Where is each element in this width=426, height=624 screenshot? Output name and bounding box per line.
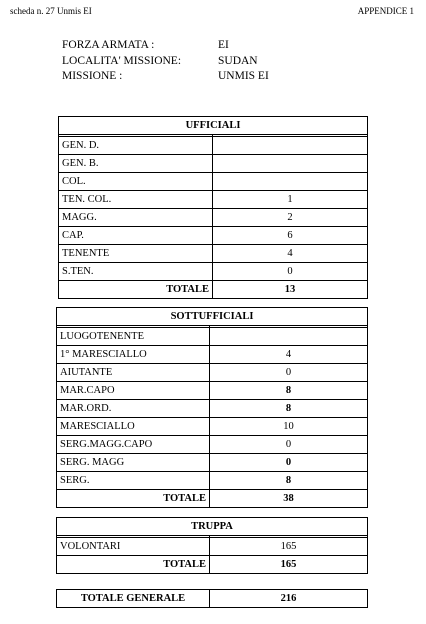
- table-title: SOTTUFFICIALI: [57, 308, 368, 326]
- table-row: [59, 137, 368, 155]
- rank-label: GEN. B.: [59, 155, 213, 173]
- rank-label: MAGG.: [59, 209, 213, 227]
- total-row: [59, 281, 368, 299]
- table-row: [57, 538, 368, 556]
- rank-count: 0: [213, 263, 368, 281]
- rank-count: 2: [213, 209, 368, 227]
- total-label: TOTALE: [57, 556, 210, 574]
- rank-label: LUOGOTENENTE: [57, 328, 210, 346]
- table-header-row: [57, 518, 368, 536]
- info-value: UNMIS EI: [218, 70, 269, 82]
- table-row: [57, 382, 368, 400]
- table-row: [59, 227, 368, 245]
- rank-label: TEN. COL.: [59, 191, 213, 209]
- table-row: [59, 209, 368, 227]
- info-label: FORZA ARMATA :: [62, 39, 155, 51]
- grand-total-label: TOTALE GENERALE: [57, 590, 210, 608]
- rank-count: [213, 137, 368, 155]
- rank-label: MARESCIALLO: [57, 418, 210, 436]
- sottufficiali-table: [56, 307, 368, 508]
- rank-count: 8: [210, 472, 368, 490]
- info-label: MISSIONE :: [62, 70, 123, 82]
- grand-total-value: 216: [210, 590, 368, 608]
- mission-info: [62, 38, 269, 85]
- table-row: [57, 346, 368, 364]
- rank-count: 165: [210, 538, 368, 556]
- info-value: EI: [218, 39, 229, 51]
- table-title: TRUPPA: [57, 518, 368, 536]
- rank-label: AIUTANTE: [57, 364, 210, 382]
- table-row: [57, 454, 368, 472]
- table-header-row: [57, 308, 368, 326]
- info-value: SUDAN: [218, 54, 258, 67]
- table-row: [57, 364, 368, 382]
- rank-count: 4: [210, 346, 368, 364]
- rank-label: GEN. D.: [59, 137, 213, 155]
- rank-label: MAR.CAPO: [57, 382, 210, 400]
- table-row: [59, 173, 368, 191]
- grand-total-table: [56, 589, 368, 608]
- rank-label: 1° MARESCIALLO: [57, 346, 210, 364]
- table-row: [57, 436, 368, 454]
- rank-label: SERG. MAGG: [57, 454, 210, 472]
- table-row: [59, 263, 368, 281]
- rank-count: [210, 328, 368, 346]
- grand-total-row: [57, 590, 368, 608]
- table-row: [57, 418, 368, 436]
- rank-count: [213, 173, 368, 191]
- info-row-missione: [62, 69, 269, 85]
- rank-count: 4: [213, 245, 368, 263]
- ufficiali-table: [58, 116, 368, 299]
- rank-count: [213, 155, 368, 173]
- info-row-forza-armata: [62, 38, 269, 54]
- table-row: [59, 155, 368, 173]
- rank-label: MAR.ORD.: [57, 400, 210, 418]
- rank-count: 10: [210, 418, 368, 436]
- rank-label: S.TEN.: [59, 263, 213, 281]
- rank-count: 6: [213, 227, 368, 245]
- table-header-row: [59, 117, 368, 135]
- truppa-table: [56, 517, 368, 574]
- appendix-label: APPENDICE 1: [357, 6, 414, 16]
- rank-count: 1: [213, 191, 368, 209]
- rank-count: 0: [210, 454, 368, 472]
- info-label: LOCALITA' MISSIONE:: [62, 54, 182, 67]
- table-row: [59, 245, 368, 263]
- table-row: [57, 328, 368, 346]
- sheet-id: scheda n. 27 Unmis EI: [10, 6, 92, 16]
- rank-label: TENENTE: [59, 245, 213, 263]
- total-row: [57, 556, 368, 574]
- total-value: 38: [210, 490, 368, 508]
- table-row: [59, 191, 368, 209]
- table-row: [57, 400, 368, 418]
- rank-count: 8: [210, 400, 368, 418]
- info-row-localita: [62, 54, 269, 70]
- rank-count: 0: [210, 364, 368, 382]
- rank-label: SERG.MAGG.CAPO: [57, 436, 210, 454]
- total-value: 13: [213, 281, 368, 299]
- rank-count: 8: [210, 382, 368, 400]
- total-label: TOTALE: [59, 281, 213, 299]
- total-row: [57, 490, 368, 508]
- total-label: TOTALE: [57, 490, 210, 508]
- rank-label: COL.: [59, 173, 213, 191]
- table-title: UFFICIALI: [59, 117, 368, 135]
- rank-count: 0: [210, 436, 368, 454]
- rank-label: VOLONTARI: [57, 538, 210, 556]
- rank-label: CAP.: [59, 227, 213, 245]
- total-value: 165: [210, 556, 368, 574]
- rank-label: SERG.: [57, 472, 210, 490]
- table-row: [57, 472, 368, 490]
